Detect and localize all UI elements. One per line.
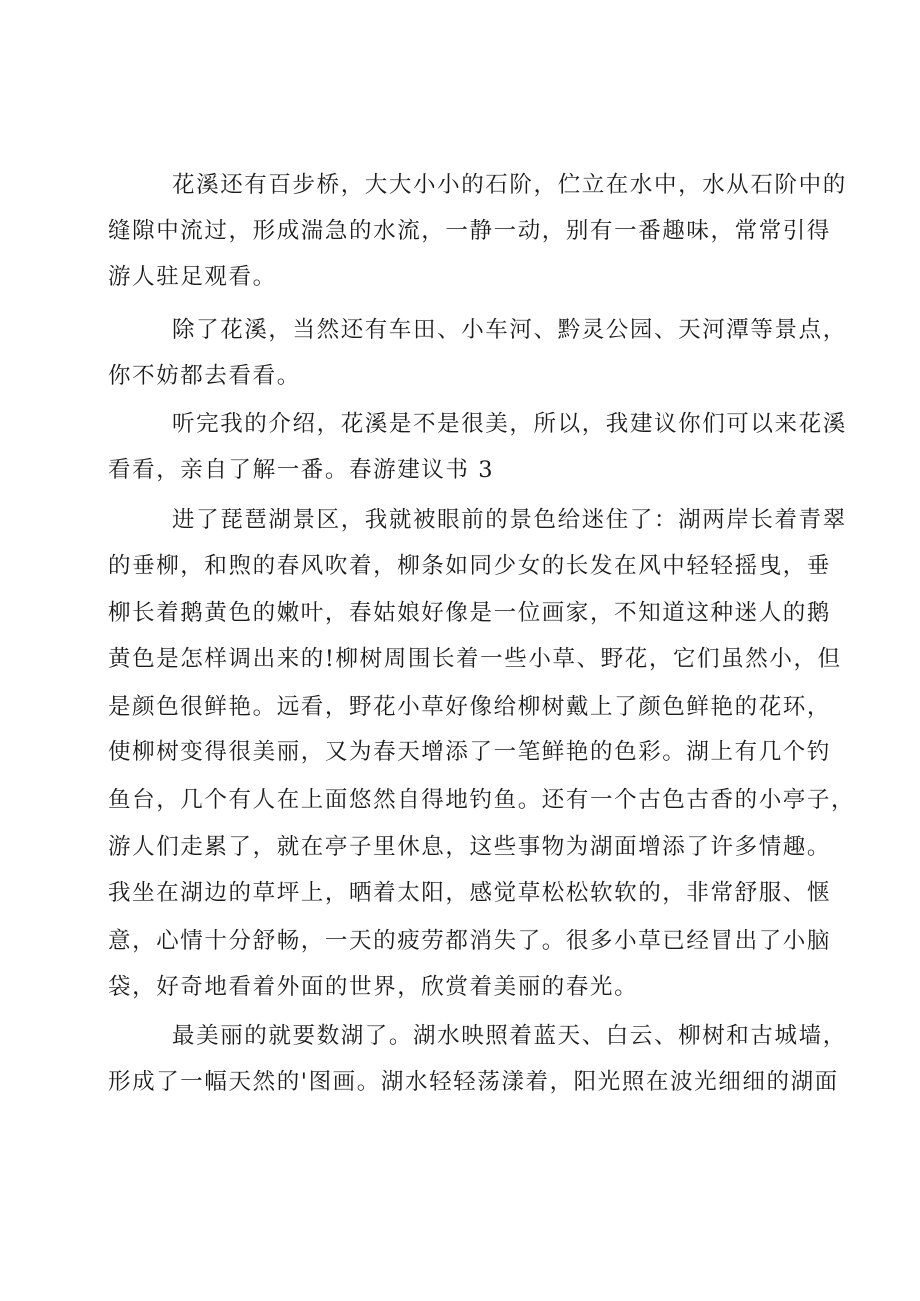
text-line: 缝隙中流过，形成湍急的水流，一静一动，别有一番趣味，常常引得 — [108, 218, 832, 244]
text-line: 形成了一幅天然的'图画。湖水轻轻荡漾着，阳光照在波光细细的湖面 — [108, 1069, 839, 1095]
text-line: 游人驻足观看。 — [108, 264, 277, 290]
text-line: 我坐在湖边的草坪上，晒着太阳，感觉草松松软软的，非常舒服、惬 — [108, 880, 832, 906]
text-line: 进了琵琶湖景区，我就被眼前的景色给迷住了：湖两岸长着青翠 — [172, 507, 847, 533]
text-line: 黄色是怎样调出来的!柳树周围长着一些小草、野花，它们虽然小，但 — [108, 646, 842, 672]
text-line: 听完我的介绍，花溪是不是很美，所以，我建议你们可以来花溪 — [172, 411, 847, 437]
text-line: 看看，亲自了解一番。春游建议书 3 — [108, 457, 495, 483]
text-line: 是颜色很鲜艳。远看，野花小草好像给柳树戴上了颜色鲜艳的花环， — [108, 694, 832, 720]
text-line: 意，心情十分舒畅，一天的疲劳都消失了。很多小草已经冒出了小脑 — [108, 928, 832, 954]
text-line: 花溪还有百步桥，大大小小的石阶，伫立在水中，水从石阶中的 — [172, 172, 847, 198]
text-line: 游人们走累了，就在亭子里休息，这些事物为湖面增添了许多情趣。 — [108, 834, 832, 860]
text-line: 你不妨都去看看。 — [108, 363, 301, 389]
text-line: 柳长着鹅黄色的嫩叶，春姑娘好像是一位画家，不知道这种迷人的鹅 — [108, 600, 832, 626]
text-line: 袋，好奇地看着外面的世界，欣赏着美丽的春光。 — [108, 974, 639, 1000]
text-line: 最美丽的就要数湖了。湖水映照着蓝天、白云、柳树和古城墙， — [172, 1023, 847, 1049]
text-line: 鱼台，几个有人在上面悠然自得地钓鱼。还有一个古色古香的小亭子， — [108, 787, 856, 813]
text-line: 的垂柳，和煦的春风吹着，柳条如同少女的长发在风中轻轻摇曳，垂 — [108, 553, 832, 579]
text-line: 使柳树变得很美丽，又为春天增添了一笔鲜艳的色彩。湖上有几个钓 — [108, 739, 832, 765]
text-line: 除了花溪，当然还有车田、小车河、黔灵公园、天河潭等景点， — [172, 317, 847, 343]
